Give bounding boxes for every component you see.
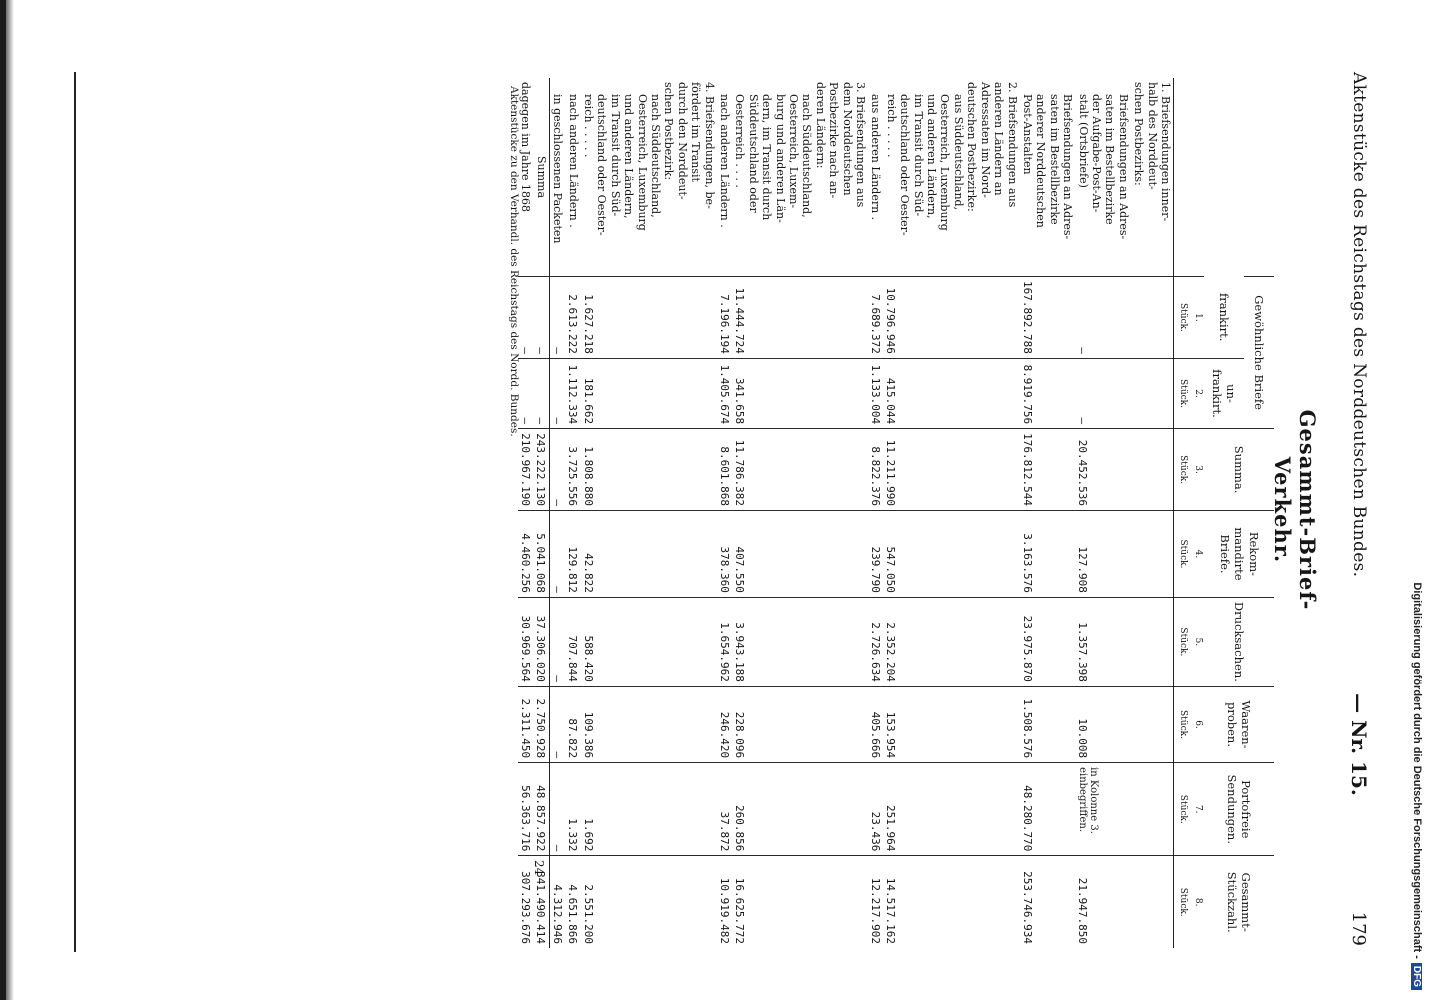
- row-label-line: halb des Norddeut-: [1145, 82, 1159, 190]
- ordinary-letters-header: Gewöhnliche Briefe: [1244, 277, 1274, 429]
- dfg-logo: DFG: [1411, 963, 1422, 990]
- sheet-number: 24: [532, 860, 546, 876]
- cell-col-4: 378.360: [717, 511, 732, 598]
- cell-col-8: 21.947.850: [1075, 856, 1131, 948]
- cell-col-1: —: [549, 277, 565, 359]
- row-label-line: fördert im Transit: [689, 82, 703, 182]
- table-row: [565, 78, 580, 948]
- unit-label: Stück.: [1174, 856, 1191, 948]
- cell-col-6: 1.508.576: [1020, 686, 1076, 762]
- cell-col-5: 2.726.634: [868, 597, 883, 686]
- row-label-line: dem Norddeutschen: [840, 82, 854, 196]
- table-row: [1131, 78, 1174, 948]
- cell-col-6: 153.954: [883, 686, 1019, 762]
- row-label: [717, 78, 732, 277]
- dfg-credit-line: [1399, 10, 1423, 990]
- row-label-line: anderer Norddeutschen: [1034, 94, 1048, 228]
- cell-col-2: —: [533, 358, 549, 428]
- cell-col-1: [1131, 277, 1174, 359]
- cell-col-1: 7.689.372: [868, 277, 883, 359]
- row-label: [581, 78, 717, 277]
- cell-col-2: 8.919.756: [1020, 358, 1076, 428]
- cell-col-2: —: [549, 358, 565, 428]
- row-label: [1020, 78, 1076, 277]
- cell-col-5: 37.306.020: [533, 597, 549, 686]
- cell-col-2: 181.662: [581, 358, 717, 428]
- row-label-line: Adressaten im Nord-: [978, 82, 992, 198]
- cell-col-8: 12.217.902: [868, 856, 883, 948]
- row-label-line: 4. Briefsendungen, be-: [702, 82, 716, 209]
- cell-col-8: 10.919.482: [717, 856, 732, 948]
- row-label-line: 1. Briefsendungen inner-: [1159, 82, 1172, 222]
- colnum: 8.: [1190, 856, 1204, 948]
- cell-col-5: 23.975.870: [1020, 597, 1076, 686]
- row-label: [565, 78, 580, 277]
- cell-col-4: 3.163.576: [1020, 511, 1076, 598]
- col-postfree-header: Portofreie Sendungen.: [1204, 763, 1274, 856]
- cell-col-8: 341.490.414: [533, 856, 549, 948]
- cell-col-1: 167.892.788: [1020, 277, 1076, 359]
- cell-col-2: [1131, 358, 1174, 428]
- footnote: Aktenstücke zu den Verhandl. des Reichstags des Nordd. Bundes.: [508, 86, 520, 437]
- table-row: [1075, 78, 1131, 948]
- letter-traffic-table: [518, 78, 1274, 948]
- cell-col-5: 3.943.188: [732, 597, 868, 686]
- cell-col-7: —: [549, 763, 565, 856]
- cell-col-5: 1.654.962: [717, 597, 732, 686]
- row-label-line: schen Postbezirks:: [1132, 82, 1146, 186]
- cell-col-8: 16.625.772: [732, 856, 868, 948]
- cell-col-7: 37.872: [717, 763, 732, 856]
- cell-col-4: 239.790: [868, 511, 883, 598]
- cell-col-5: 30.969.564: [518, 597, 533, 686]
- cell-col-3: 11.786.382: [732, 429, 868, 511]
- row-label-line: Oesterreich, Luxem-: [787, 94, 801, 209]
- colnum: 2.: [1190, 358, 1204, 428]
- table-row: [717, 78, 732, 948]
- cell-col-3: 8.822.376: [868, 429, 883, 511]
- row-label-line: nach Süddeutschland,: [648, 94, 662, 218]
- row-label-line: saten im Bestellbezirke: [1103, 94, 1117, 225]
- row-label-line: anderen Ländern an: [992, 82, 1006, 196]
- cell-col-5: 1.357.398: [1075, 597, 1131, 686]
- row-label-line: deutschen Postbezirke:: [965, 82, 979, 212]
- row-label-line: reich . . . . .: [884, 94, 898, 158]
- cell-col-6: [1131, 686, 1174, 762]
- cell-col-3: [1131, 429, 1174, 511]
- row-label-line: 2. Briefsendungen aus: [1005, 82, 1019, 208]
- row-label-line: aus anderen Ländern .: [869, 94, 883, 221]
- cell-col-3: 3.725.556: [565, 429, 580, 511]
- cell-col-5: —: [549, 597, 565, 686]
- row-label-line: burg und anderen Län-: [773, 94, 787, 223]
- cell-col-7: 23.436: [868, 763, 883, 856]
- dfg-credit: [1395, 0, 1425, 1000]
- unit-label: Stück.: [1174, 358, 1191, 428]
- cell-col-1: 10.796.946: [883, 277, 1019, 359]
- cell-col-4: [1131, 511, 1174, 598]
- cell-col-6: 109.386: [581, 686, 717, 762]
- row-label-line: nach anderen Ländern .: [566, 94, 580, 228]
- row-label-line: aus Süddeutschland,: [951, 94, 965, 211]
- cell-col-3: 11.211.990: [883, 429, 1019, 511]
- cell-col-6: 87.822: [565, 686, 580, 762]
- row-label-line: Briefsendungen an Adres-: [1116, 94, 1130, 240]
- row-label-line: und anderen Ländern,: [925, 94, 939, 219]
- cell-col-2: —: [518, 358, 533, 428]
- cell-col-4: 547.050: [883, 511, 1019, 598]
- cell-col-3: —: [549, 429, 565, 511]
- header-page-number: 179: [1348, 911, 1370, 946]
- row-label-line: schen Postbezirk:: [662, 82, 676, 181]
- row-label-line: Summa: [534, 155, 548, 199]
- cell-col-7: 251.964: [883, 763, 1019, 856]
- row-label-line: reich . . . . .: [581, 94, 595, 158]
- row-label-line: Postbezirke nach an-: [827, 82, 841, 199]
- cell-col-5: 2.352.204: [883, 597, 1019, 686]
- cell-col-1: 7.196.194: [717, 277, 732, 359]
- row-label: [1075, 78, 1131, 277]
- cell-col-6: 2.311.450: [518, 686, 533, 762]
- row-label-line: dern, im Transit durch: [760, 94, 774, 221]
- row-label-line: Oesterreich . . . .: [733, 94, 747, 188]
- cell-col-6: 246.420: [717, 686, 732, 762]
- cell-col-8: 253.746.934: [1020, 856, 1076, 948]
- row-label-line: Post-Anstalten: [1020, 94, 1034, 175]
- cell-col-6: 2.750.928: [533, 686, 549, 762]
- cell-col-1: —: [1075, 277, 1131, 359]
- col-registered-header: Rekom-mandirte Briefe.: [1204, 511, 1274, 598]
- row-label-line: Süddeutschland oder: [746, 94, 760, 213]
- cell-col-3: 20.452.536: [1075, 429, 1131, 511]
- header-rule: [75, 72, 77, 952]
- cell-col-3: 176.812.544: [1020, 429, 1076, 511]
- table-body: [518, 78, 1174, 948]
- row-label-line: Briefsendungen an Adres-: [1061, 94, 1075, 240]
- cell-col-3: 1.808.880: [581, 429, 717, 511]
- colnum: 6.: [1190, 686, 1204, 762]
- unit-label: Stück.: [1174, 686, 1191, 762]
- unit-label: Stück.: [1174, 597, 1191, 686]
- cell-col-2: 1.112.334: [565, 358, 580, 428]
- cell-col-7: 48.857.922: [533, 763, 549, 856]
- colnum: 7.: [1190, 763, 1204, 856]
- cell-col-2: 341.658: [732, 358, 868, 428]
- cell-col-8: 4.651.866: [565, 856, 580, 948]
- unit-label: Stück.: [1174, 277, 1191, 359]
- table-row: [549, 78, 565, 948]
- table-row: [581, 78, 717, 948]
- col-unfrankirt-header: un-frankirt.: [1204, 358, 1244, 428]
- cell-col-3: 210.967.190: [518, 429, 533, 511]
- table-row: [533, 78, 549, 948]
- cell-col-7: 260.856: [732, 763, 868, 856]
- cell-col-1: 1.627.218: [581, 277, 717, 359]
- cell-col-2: —: [1075, 358, 1131, 428]
- colnum: 1.: [1190, 277, 1204, 359]
- cell-col-7: 1.692: [581, 763, 717, 856]
- cell-col-2: 1.405.674: [717, 358, 732, 428]
- cell-col-2: 415.044: [883, 358, 1019, 428]
- row-label: [549, 78, 565, 277]
- row-label-line: nach anderen Ländern .: [718, 94, 731, 228]
- row-label: [732, 78, 868, 277]
- cell-col-4: 5.041.068: [533, 511, 549, 598]
- dfg-credit-text: Digitalisierung gefördert durch die Deutsche Forschungsgemeinschaft -: [1411, 582, 1423, 959]
- cell-col-6: 405.666: [868, 686, 883, 762]
- cell-col-3: 8.601.868: [717, 429, 732, 511]
- row-label-line: stalt (Ortsbriefe): [1076, 94, 1090, 188]
- cell-col-6: 10.008: [1075, 686, 1131, 762]
- unit-label: Stück.: [1174, 429, 1191, 511]
- cell-col-7: 48.280.770: [1020, 763, 1076, 856]
- cell-col-8: 4.312.946: [549, 856, 565, 948]
- row-label-line: in geschlossenen Packeten: [551, 94, 565, 244]
- cell-col-3: 243.222.130: [533, 429, 549, 511]
- cell-col-5: 588.420: [581, 597, 717, 686]
- cell-col-6: 228.096: [732, 686, 868, 762]
- cell-col-4: 407.550: [732, 511, 868, 598]
- cell-col-7: [1131, 763, 1174, 856]
- cell-col-7: 56.363.716: [518, 763, 533, 856]
- row-label-line: im Transit durch Süd-: [608, 94, 622, 217]
- row-label-line: nach Süddeutschland,: [800, 94, 814, 218]
- cell-col-7: in Kolonne 3. einbegriffen.: [1075, 763, 1131, 856]
- row-label-line: der Aufgabe-Post-An-: [1089, 94, 1103, 213]
- row-label-line: dagegen im Jahre 1868: [519, 82, 533, 213]
- header-title: Aktenstücke des Reichstags des Norddeutschen Bundes.: [1349, 72, 1369, 578]
- row-label: [883, 78, 1019, 277]
- unit-label: [1174, 78, 1191, 277]
- cell-col-6: —: [549, 686, 565, 762]
- table-row: [1020, 78, 1076, 948]
- colnum: 5.: [1190, 597, 1204, 686]
- row-label-line: deutschland oder Oester-: [595, 94, 609, 236]
- row-label-line: und anderen Ländern,: [622, 94, 636, 219]
- page-header: [1346, 72, 1372, 952]
- cell-col-8: [1131, 856, 1174, 948]
- table-row: [868, 78, 883, 948]
- cell-col-4: —: [549, 511, 565, 598]
- row-label: [518, 78, 533, 277]
- row-label: [868, 78, 883, 277]
- col-total-header: Gesammt-Stückzahl.: [1204, 856, 1274, 948]
- table-title: Gesammt-Brief-Verkehr.: [1270, 409, 1320, 611]
- cell-col-2: 1.133.004: [868, 358, 883, 428]
- colnum-label: [1190, 78, 1204, 277]
- cell-col-8: 307.293.676: [518, 856, 533, 948]
- colnum: 3.: [1190, 429, 1204, 511]
- colnum: 4.: [1190, 511, 1204, 598]
- row-label-line: Oesterreich, Luxemburg: [938, 94, 952, 231]
- unit-label: Stück.: [1174, 511, 1191, 598]
- cell-col-7: 1.332: [565, 763, 580, 856]
- cell-col-4: 127.908: [1075, 511, 1131, 598]
- header-number: — Nr. 15.: [1347, 693, 1371, 796]
- table-row: [518, 78, 533, 948]
- label-header: [1204, 78, 1274, 277]
- table-row: [732, 78, 868, 948]
- cell-col-5: [1131, 597, 1174, 686]
- cell-col-4: 4.460.256: [518, 511, 533, 598]
- cell-col-1: —: [518, 277, 533, 359]
- cell-col-5: 707.844: [565, 597, 580, 686]
- cell-col-1: 11.444.724: [732, 277, 868, 359]
- col-samples-header: Waaren-proben.: [1204, 686, 1274, 762]
- row-label: [1131, 78, 1174, 277]
- row-label-line: deren Ländern:: [813, 82, 827, 169]
- cell-col-4: 129.812: [565, 511, 580, 598]
- row-label-line: im Transit durch Süd-: [911, 94, 925, 217]
- col-printed-header: Drucksachen.: [1204, 597, 1274, 686]
- unit-label: Stück.: [1174, 763, 1191, 856]
- cell-col-8: 14.517.162: [883, 856, 1019, 948]
- cell-col-1: —: [533, 277, 549, 359]
- row-label-line: Oesterreich, Luxemburg: [635, 94, 649, 231]
- row-label-line: saten im Bestellbezirke: [1047, 94, 1061, 225]
- col-frankirt-header: frankirt.: [1217, 292, 1232, 342]
- row-label: [533, 78, 549, 277]
- col-summa-header: Summa.: [1204, 429, 1274, 511]
- cell-col-8: 2.551.200: [581, 856, 717, 948]
- row-label-line: durch den Norddeut-: [675, 82, 689, 200]
- row-label-line: 3. Briefsendungen aus: [854, 82, 868, 208]
- cell-col-1: 2.613.222: [565, 277, 580, 359]
- cell-col-4: 42.822: [581, 511, 717, 598]
- row-label-line: deutschland oder Oester-: [898, 94, 912, 236]
- table-row: [883, 78, 1019, 948]
